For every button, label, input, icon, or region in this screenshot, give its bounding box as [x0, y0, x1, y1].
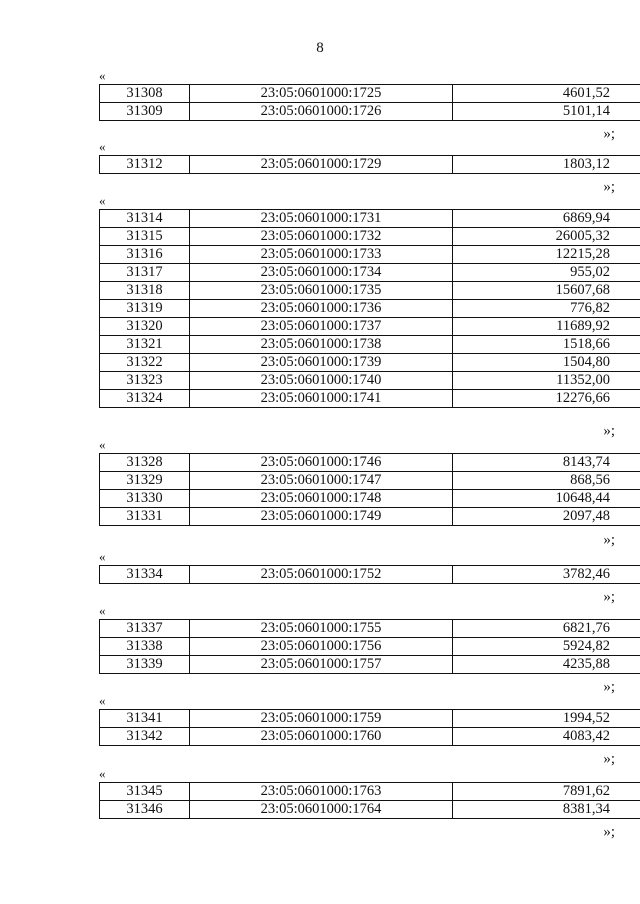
value-cell: 12276,66 [453, 390, 640, 408]
cadastral-number-cell: 23:05:0601000:1759 [190, 710, 453, 728]
cadastral-number-cell: 23:05:0601000:1732 [190, 228, 453, 246]
value-cell: 26005,32 [453, 228, 640, 246]
value-cell: 1803,12 [453, 156, 640, 174]
cadastral-number-cell: 23:05:0601000:1756 [190, 638, 453, 656]
table-row [100, 454, 640, 472]
cadastral-number-cell: 23:05:0601000:1740 [190, 372, 453, 390]
table-block [99, 139, 615, 195]
value-cell: 11689,92 [453, 318, 640, 336]
table-row [100, 318, 640, 336]
page-number: 8 [316, 40, 324, 56]
row-number-cell: 31341 [100, 710, 190, 728]
table-row [100, 228, 640, 246]
cadastral-number-cell: 23:05:0601000:1733 [190, 246, 453, 264]
table-row [100, 390, 640, 408]
value-cell: 8381,34 [453, 801, 640, 819]
table-block [99, 603, 615, 695]
cadastral-number-cell: 23:05:0601000:1755 [190, 620, 453, 638]
table-row [100, 490, 640, 508]
cadastral-number-cell: 23:05:0601000:1725 [190, 85, 453, 103]
row-number-cell: 31345 [100, 783, 190, 801]
row-number-cell: 31337 [100, 620, 190, 638]
table-block [99, 693, 615, 767]
parcel-table [99, 565, 640, 584]
cadastral-number-cell: 23:05:0601000:1757 [190, 656, 453, 674]
parcel-table [99, 155, 640, 174]
close-quote-mark: »; [603, 126, 615, 142]
table-row [100, 638, 640, 656]
row-number-cell: 31309 [100, 103, 190, 121]
cadastral-number-cell: 23:05:0601000:1747 [190, 472, 453, 490]
table-row [100, 156, 640, 174]
cadastral-number-cell: 23:05:0601000:1735 [190, 282, 453, 300]
row-number-cell: 31334 [100, 566, 190, 584]
row-number-cell: 31324 [100, 390, 190, 408]
value-cell: 868,56 [453, 472, 640, 490]
value-cell: 4601,52 [453, 85, 640, 103]
close-quote-mark: »; [603, 824, 615, 840]
cadastral-number-cell: 23:05:0601000:1726 [190, 103, 453, 121]
parcel-table [99, 453, 640, 526]
table-row [100, 566, 640, 584]
parcel-table [99, 709, 640, 746]
table-block [99, 68, 615, 142]
close-quote-mark: »; [603, 589, 615, 605]
row-number-cell: 31322 [100, 354, 190, 372]
cadastral-number-cell: 23:05:0601000:1738 [190, 336, 453, 354]
open-quote-mark: « [99, 437, 106, 452]
cadastral-number-cell: 23:05:0601000:1748 [190, 490, 453, 508]
table-row [100, 728, 640, 746]
row-number-cell: 31321 [100, 336, 190, 354]
value-cell: 4235,88 [453, 656, 640, 674]
value-cell: 15607,68 [453, 282, 640, 300]
table-row [100, 300, 640, 318]
table-row [100, 336, 640, 354]
row-number-cell: 31317 [100, 264, 190, 282]
cadastral-number-cell: 23:05:0601000:1734 [190, 264, 453, 282]
table-row [100, 372, 640, 390]
close-quote-mark: »; [603, 179, 615, 195]
row-number-cell: 31330 [100, 490, 190, 508]
table-row [100, 801, 640, 819]
open-quote-mark: « [99, 603, 106, 618]
cadastral-number-cell: 23:05:0601000:1763 [190, 783, 453, 801]
table-row [100, 246, 640, 264]
value-cell: 7891,62 [453, 783, 640, 801]
cadastral-number-cell: 23:05:0601000:1746 [190, 454, 453, 472]
parcel-table [99, 84, 640, 121]
table-row [100, 264, 640, 282]
row-number-cell: 31323 [100, 372, 190, 390]
table-row [100, 85, 640, 103]
table-row [100, 210, 640, 228]
table-row [100, 710, 640, 728]
value-cell: 12215,28 [453, 246, 640, 264]
cadastral-number-cell: 23:05:0601000:1737 [190, 318, 453, 336]
cadastral-number-cell: 23:05:0601000:1764 [190, 801, 453, 819]
table-row [100, 783, 640, 801]
row-number-cell: 31346 [100, 801, 190, 819]
row-number-cell: 31318 [100, 282, 190, 300]
value-cell: 1994,52 [453, 710, 640, 728]
cadastral-number-cell: 23:05:0601000:1729 [190, 156, 453, 174]
table-row [100, 620, 640, 638]
value-cell: 6869,94 [453, 210, 640, 228]
cadastral-number-cell: 23:05:0601000:1739 [190, 354, 453, 372]
value-cell: 955,02 [453, 264, 640, 282]
cadastral-number-cell: 23:05:0601000:1752 [190, 566, 453, 584]
row-number-cell: 31316 [100, 246, 190, 264]
table-block [99, 437, 615, 548]
row-number-cell: 31338 [100, 638, 190, 656]
cadastral-number-cell: 23:05:0601000:1736 [190, 300, 453, 318]
row-number-cell: 31319 [100, 300, 190, 318]
value-cell: 3782,46 [453, 566, 640, 584]
close-quote-mark: »; [603, 751, 615, 767]
table-row [100, 656, 640, 674]
table-block [99, 766, 615, 840]
value-cell: 1504,80 [453, 354, 640, 372]
table-row [100, 103, 640, 121]
value-cell: 11352,00 [453, 372, 640, 390]
row-number-cell: 31312 [100, 156, 190, 174]
parcel-table [99, 619, 640, 674]
row-number-cell: 31314 [100, 210, 190, 228]
close-quote-mark: »; [603, 679, 615, 695]
value-cell: 1518,66 [453, 336, 640, 354]
close-quote-mark: »; [603, 423, 615, 439]
row-number-cell: 31342 [100, 728, 190, 746]
open-quote-mark: « [99, 693, 106, 708]
value-cell: 4083,42 [453, 728, 640, 746]
cadastral-number-cell: 23:05:0601000:1749 [190, 508, 453, 526]
row-number-cell: 31328 [100, 454, 190, 472]
row-number-cell: 31339 [100, 656, 190, 674]
row-number-cell: 31320 [100, 318, 190, 336]
row-number-cell: 31331 [100, 508, 190, 526]
table-block [99, 193, 615, 439]
row-number-cell: 31329 [100, 472, 190, 490]
row-number-cell: 31308 [100, 85, 190, 103]
open-quote-mark: « [99, 193, 106, 208]
value-cell: 776,82 [453, 300, 640, 318]
table-block [99, 549, 615, 605]
cadastral-number-cell: 23:05:0601000:1731 [190, 210, 453, 228]
table-row [100, 508, 640, 526]
value-cell: 10648,44 [453, 490, 640, 508]
open-quote-mark: « [99, 549, 106, 564]
close-quote-mark: »; [603, 532, 615, 548]
value-cell: 5101,14 [453, 103, 640, 121]
row-number-cell: 31315 [100, 228, 190, 246]
value-cell: 2097,48 [453, 508, 640, 526]
table-row [100, 472, 640, 490]
open-quote-mark: « [99, 139, 106, 154]
value-cell: 6821,76 [453, 620, 640, 638]
value-cell: 5924,82 [453, 638, 640, 656]
parcel-table [99, 209, 640, 408]
open-quote-mark: « [99, 68, 106, 83]
cadastral-number-cell: 23:05:0601000:1741 [190, 390, 453, 408]
open-quote-mark: « [99, 766, 106, 781]
table-row [100, 354, 640, 372]
value-cell: 8143,74 [453, 454, 640, 472]
cadastral-number-cell: 23:05:0601000:1760 [190, 728, 453, 746]
parcel-table [99, 782, 640, 819]
table-row [100, 282, 640, 300]
